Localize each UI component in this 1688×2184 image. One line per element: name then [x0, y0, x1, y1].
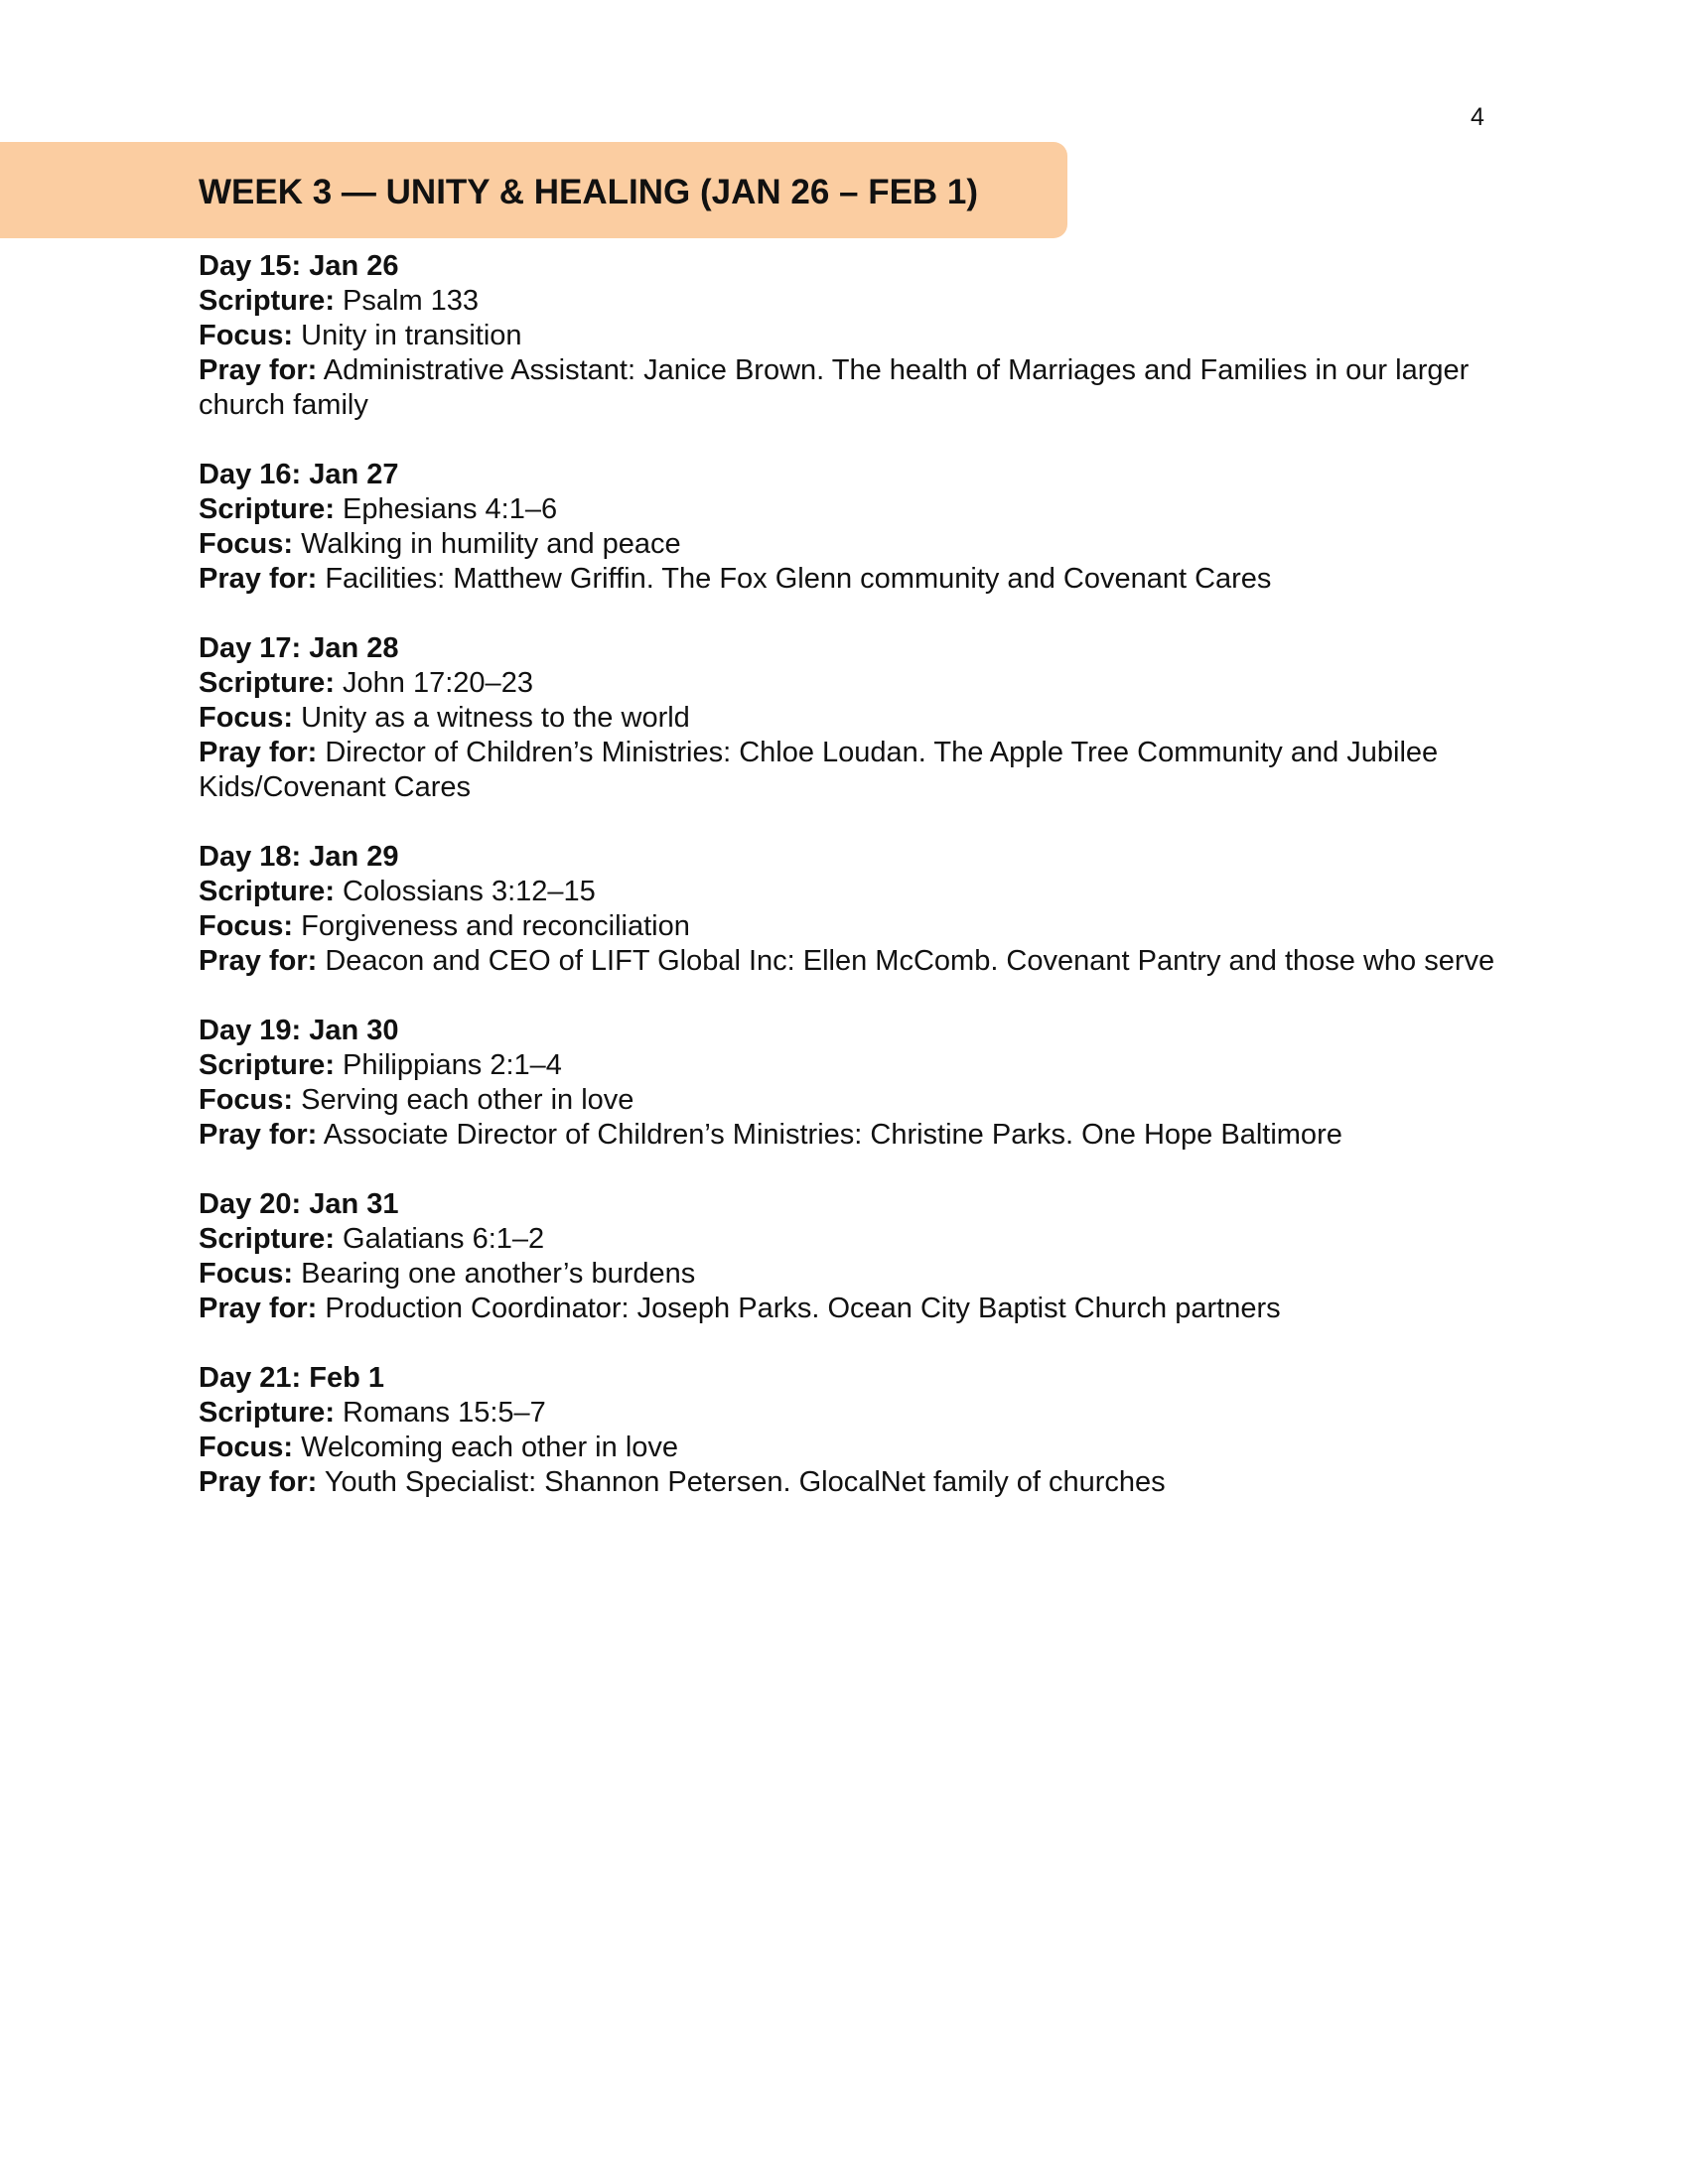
scripture-line [199, 284, 1509, 319]
day-heading: Day 21: Feb 1 [199, 1362, 384, 1394]
pray-for-label: Pray for: [199, 1293, 318, 1324]
pray-for-line [199, 1292, 1509, 1326]
scripture-value: John 17:20–23 [343, 667, 533, 699]
pray-for-value: Administrative Assistant: Janice Brown. The health of Marriages and Families in our larger church family [199, 354, 1470, 421]
focus-value: Unity as a witness to the world [301, 702, 690, 734]
scripture-value: Galatians 6:1–2 [343, 1223, 545, 1255]
pray-for-line [199, 1465, 1509, 1500]
focus-label: Focus: [199, 1432, 294, 1463]
scripture-label: Scripture: [199, 493, 335, 525]
scripture-line [199, 875, 1509, 909]
scripture-line [199, 1222, 1509, 1257]
days-list [199, 249, 1509, 1535]
focus-line [199, 527, 1509, 562]
day-entry-20 [199, 1187, 1509, 1326]
scripture-value: Philippians 2:1–4 [343, 1049, 562, 1081]
scripture-label: Scripture: [199, 667, 335, 699]
focus-label: Focus: [199, 910, 294, 942]
focus-label: Focus: [199, 528, 294, 560]
scripture-label: Scripture: [199, 1397, 335, 1429]
pray-for-line [199, 353, 1509, 423]
pray-for-label: Pray for: [199, 945, 318, 977]
pray-for-value: Associate Director of Children’s Ministries: Christine Parks. One Hope Baltimore [323, 1119, 1342, 1151]
day-heading: Day 16: Jan 27 [199, 459, 399, 490]
pray-for-line [199, 736, 1509, 805]
focus-value: Walking in humility and peace [301, 528, 681, 560]
pray-for-label: Pray for: [199, 563, 318, 595]
day-entry-15 [199, 249, 1509, 423]
day-heading: Day 20: Jan 31 [199, 1188, 399, 1220]
pray-for-line [199, 562, 1509, 597]
focus-line [199, 319, 1509, 353]
pray-for-label: Pray for: [199, 1119, 318, 1151]
scripture-value: Colossians 3:12–15 [343, 876, 596, 907]
pray-for-value: Facilities: Matthew Griffin. The Fox Glenn community and Covenant Cares [325, 563, 1272, 595]
focus-label: Focus: [199, 702, 294, 734]
focus-label: Focus: [199, 1258, 294, 1290]
day-entry-17 [199, 631, 1509, 805]
focus-value: Serving each other in love [301, 1084, 634, 1116]
day-heading: Day 15: Jan 26 [199, 250, 399, 282]
scripture-label: Scripture: [199, 1049, 335, 1081]
focus-line [199, 909, 1509, 944]
day-entry-19 [199, 1014, 1509, 1153]
scripture-label: Scripture: [199, 1223, 335, 1255]
pray-for-value: Director of Children’s Ministries: Chloe Loudan. The Apple Tree Community and Jubilee Kids/Covenant Cares [199, 737, 1439, 803]
pray-for-line [199, 1118, 1509, 1153]
day-entry-16 [199, 458, 1509, 597]
scripture-value: Psalm 133 [343, 285, 480, 317]
focus-value: Forgiveness and reconciliation [301, 910, 690, 942]
focus-label: Focus: [199, 1084, 294, 1116]
pray-for-line [199, 944, 1509, 979]
focus-line [199, 1083, 1509, 1118]
pray-for-value: Deacon and CEO of LIFT Global Inc: Ellen McComb. Covenant Pantry and those who serve [325, 945, 1495, 977]
focus-value: Bearing one another’s burdens [301, 1258, 696, 1290]
pray-for-value: Youth Specialist: Shannon Petersen. GlocalNet family of churches [324, 1466, 1166, 1498]
scripture-value: Ephesians 4:1–6 [343, 493, 558, 525]
week-banner [0, 142, 1067, 238]
scripture-line [199, 666, 1509, 701]
pray-for-value: Production Coordinator: Joseph Parks. Ocean City Baptist Church partners [325, 1293, 1281, 1324]
focus-value: Unity in transition [301, 320, 522, 351]
scripture-line [199, 492, 1509, 527]
scripture-line [199, 1048, 1509, 1083]
day-heading: Day 17: Jan 28 [199, 632, 399, 664]
focus-line [199, 701, 1509, 736]
focus-line [199, 1431, 1509, 1465]
pray-for-label: Pray for: [199, 354, 318, 386]
day-entry-21 [199, 1361, 1509, 1500]
scripture-label: Scripture: [199, 876, 335, 907]
day-heading: Day 19: Jan 30 [199, 1015, 399, 1046]
pray-for-label: Pray for: [199, 1466, 318, 1498]
week-title: WEEK 3 — UNITY & HEALING (JAN 26 – FEB 1) [199, 172, 979, 211]
page-number: 4 [1471, 103, 1484, 131]
focus-label: Focus: [199, 320, 294, 351]
pray-for-label: Pray for: [199, 737, 318, 768]
focus-line [199, 1257, 1509, 1292]
day-entry-18 [199, 840, 1509, 979]
scripture-line [199, 1396, 1509, 1431]
day-heading: Day 18: Jan 29 [199, 841, 399, 873]
scripture-value: Romans 15:5–7 [343, 1397, 546, 1429]
focus-value: Welcoming each other in love [301, 1432, 679, 1463]
scripture-label: Scripture: [199, 285, 335, 317]
